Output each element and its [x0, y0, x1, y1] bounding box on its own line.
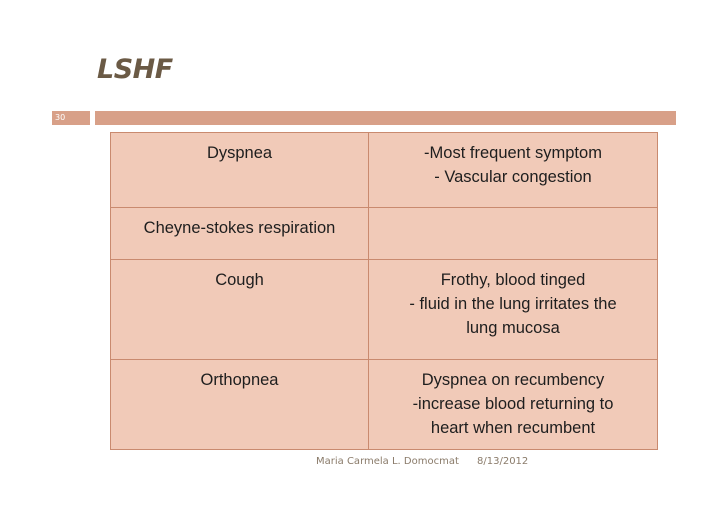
symptom-label: Dyspnea [206, 144, 273, 162]
symptom-label: Cough [215, 271, 264, 289]
symptom-label: Cheyne-stokes respiration [143, 219, 336, 237]
description-line: lung mucosa [466, 319, 560, 337]
description-line: - Vascular congestion [434, 168, 592, 186]
description-line: -Most frequent symptom [424, 144, 602, 162]
description-cell [369, 133, 658, 208]
symptom-cell [111, 133, 369, 208]
symptom-cell [111, 360, 369, 450]
title-divider-bar [95, 111, 676, 125]
description-line: Frothy, blood tinged [440, 271, 586, 289]
description-line: Dyspnea on recumbency [421, 371, 605, 389]
table-row [111, 260, 658, 360]
description-cell [369, 260, 658, 360]
symptom-label: Orthopnea [200, 371, 279, 389]
symptom-table [110, 132, 658, 450]
description-cell [369, 208, 658, 260]
footer-date: 8/13/2012 [477, 456, 529, 467]
slide-number: 30 [52, 111, 90, 125]
description-line: -increase blood returning to [412, 395, 614, 413]
description-line: heart when recumbent [430, 419, 596, 437]
slide-title: LSHF [97, 54, 173, 85]
description-line: - fluid in the lung irritates the [409, 295, 617, 313]
table-row [111, 360, 658, 450]
symptom-cell [111, 208, 369, 260]
table-row [111, 133, 658, 208]
description-cell [369, 360, 658, 450]
footer-author: Maria Carmela L. Domocmat [316, 456, 459, 467]
table-row [111, 208, 658, 260]
symptom-cell [111, 260, 369, 360]
